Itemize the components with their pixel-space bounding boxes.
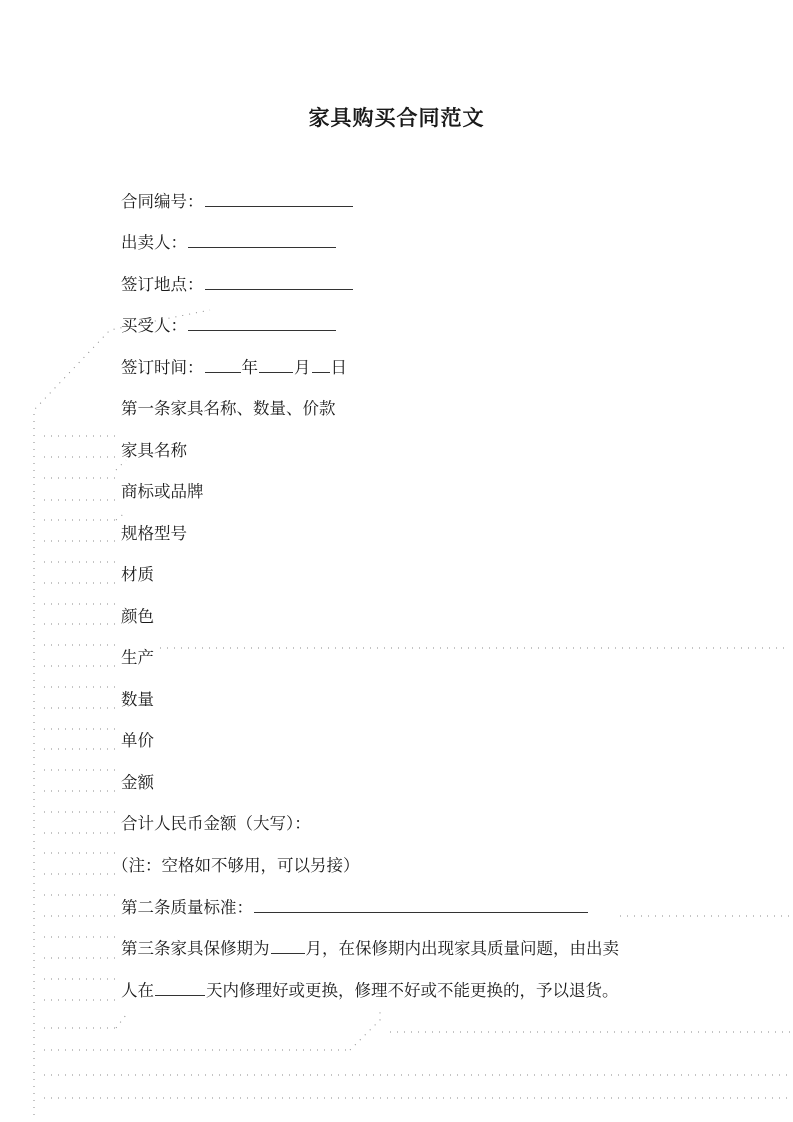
seller-line — [121, 232, 337, 254]
item-brand: 商标或品牌 — [121, 482, 204, 501]
seller-blank[interactable] — [188, 233, 336, 248]
article3-text-3: 人在 — [121, 981, 154, 1000]
signing-place-blank[interactable] — [205, 275, 353, 290]
day-blank[interactable] — [312, 358, 330, 373]
total-amount-line: 合计人民币金额（大写）： — [121, 814, 311, 833]
buyer-label: 买受人： — [121, 316, 187, 335]
item-spec: 规格型号 — [121, 524, 187, 543]
article2-line — [121, 897, 589, 919]
month-label: 月 — [294, 358, 311, 377]
item-name: 家具名称 — [121, 441, 187, 460]
signing-place-label: 签订地点： — [121, 275, 204, 294]
signing-place-line — [121, 274, 354, 296]
day-label: 日 — [330, 358, 347, 377]
year-label: 年 — [241, 358, 258, 377]
month-blank[interactable] — [259, 358, 293, 373]
item-amount: 金额 — [121, 773, 154, 792]
contract-number-line — [121, 191, 354, 213]
item-quantity: 数量 — [121, 690, 154, 709]
buyer-blank[interactable] — [188, 316, 336, 331]
article3-text-1: 第三条家具保修期为 — [121, 939, 270, 958]
article3-text-4: 天内修理好或更换，修理不好或不能更换的，予以退货。 — [206, 981, 619, 1000]
article3-line1 — [121, 938, 619, 960]
contract-number-label: 合同编号： — [121, 192, 204, 211]
signing-time-line — [121, 357, 347, 379]
article3-line2 — [121, 980, 619, 1002]
quality-standard-blank[interactable] — [254, 898, 588, 913]
note-line: （注：空格如不够用，可以另接） — [112, 856, 360, 875]
warranty-months-blank[interactable] — [271, 939, 305, 954]
signing-time-label: 签订时间： — [121, 358, 204, 377]
item-material: 材质 — [121, 565, 154, 584]
item-unit-price: 单价 — [121, 731, 154, 750]
item-production: 生产 — [121, 648, 154, 667]
contract-number-blank[interactable] — [205, 192, 353, 207]
document-title: 家具购买合同范文 — [308, 106, 485, 130]
year-blank[interactable] — [205, 358, 241, 373]
article3-text-2: 月，在保修期内出现家具质量问题，由出卖 — [305, 939, 619, 958]
article2-label: 第二条质量标准： — [121, 898, 253, 917]
buyer-line — [121, 315, 337, 337]
seller-label: 出卖人： — [121, 233, 187, 252]
article1-heading: 第一条家具名称、数量、价款 — [121, 399, 336, 418]
item-color: 颜色 — [121, 607, 154, 626]
repair-days-blank[interactable] — [155, 981, 205, 996]
